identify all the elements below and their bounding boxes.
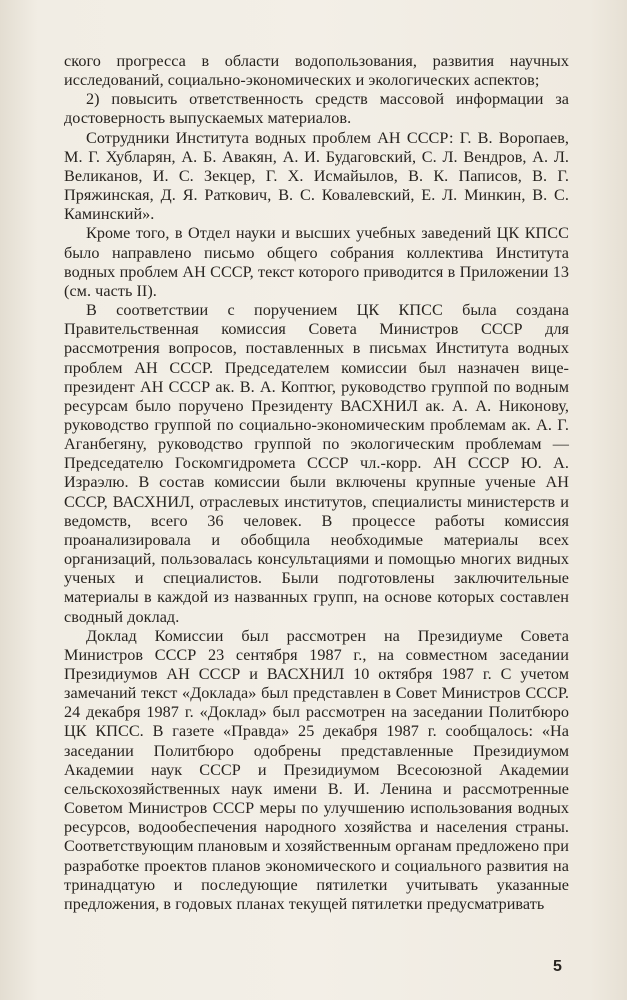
paragraph-1: ского прогресса в области водопользования, развития научных исследований, социально-экономических и экологических аспектов; (64, 52, 569, 90)
page-number: 5 (553, 958, 562, 975)
text-body (64, 52, 569, 914)
paragraph-3: Сотрудники Института водных проблем АН СССР: Г. В. Воропаев, М. Г. Хубларян, А. Б. Авакян, А. И. Будаговский, С. Л. Вендров, А. Л. Великанов, И. С. Зекцер, Г. Х. Исмайылов, В. К. Паписов, В. Г. Пряжинская, Д. Я. Раткович, В. С. Ковалевский, Е. Л. Минкин, В. С. Каминский». (64, 128, 569, 224)
paragraph-4: Кроме того, в Отдел науки и высших учебных заведений ЦК КПСС было направлено письмо общего собрания коллектива Института водных проблем АН СССР, текст которого приводится в Приложении 13 (см. часть II). (64, 224, 569, 300)
paragraph-5: В соответствии с поручением ЦК КПСС была создана Правительственная комиссия Совета Министров СССР для рассмотрения вопросов, поставленных в письмах Института водных проблем АН СССР. Председателем комиссии был назначен вице-президент АН СССР ак. В. А. Коптюг, руководство группой по водным ресурсам было поручено Президенту ВАСХНИЛ ак. А. А. Никонову, руководство группой по социально-экономическим проблемам ак. А. Г. Аганбегяну, руководство группой по экологическим проблемам — Председателю Госкомгидромета СССР чл.-корр. АН СССР Ю. А. Израэлю. В состав комиссии были включены крупные ученые АН СССР, ВАСХНИЛ, отраслевых институтов, специалисты министерств и ведомств, всего 36 человек. В процессе работы комиссия проанализировала и обобщила необходимые материалы всех организаций, пользовалась консультациями и помощью многих видных ученых и специалистов. Были подготовлены заключительные материалы в каждой из названных групп, на основе которых составлен сводный доклад. (64, 301, 569, 626)
paragraph-6: Доклад Комиссии был рассмотрен на Президиуме Совета Министров СССР 23 сентября 1987 г., на совместном заседании Президиумов АН СССР и ВАСХНИЛ 10 октября 1987 г. С учетом замечаний текст «Доклада» был представлен в Совет Министров СССР. 24 декабря 1987 г. «Доклад» был рассмотрен на заседании Политбюро ЦК КПСС. В газете «Правда» 25 декабря 1987 г. сообщалось: «На заседании Политбюро одобрены представленные Президиумом Академии наук СССР и Президиумом Всесоюзной Академии сельскохозяйственных наук имени В. И. Ленина и рассмотренные Советом Министров СССР меры по улучшению использования водных ресурсов, водообеспечения народного хозяйства и населения страны. Соответствующим плановым и хозяйственным органам предложено при разработке проектов планов экономического и социального развития на тринадцатую и последующие пятилетки учитывать указанные предложения, в годовых планах текущей пятилетки предусматривать (64, 626, 569, 913)
paragraph-2: 2) повысить ответственность средств массовой информации за достоверность выпускаемых материалов. (64, 90, 569, 128)
